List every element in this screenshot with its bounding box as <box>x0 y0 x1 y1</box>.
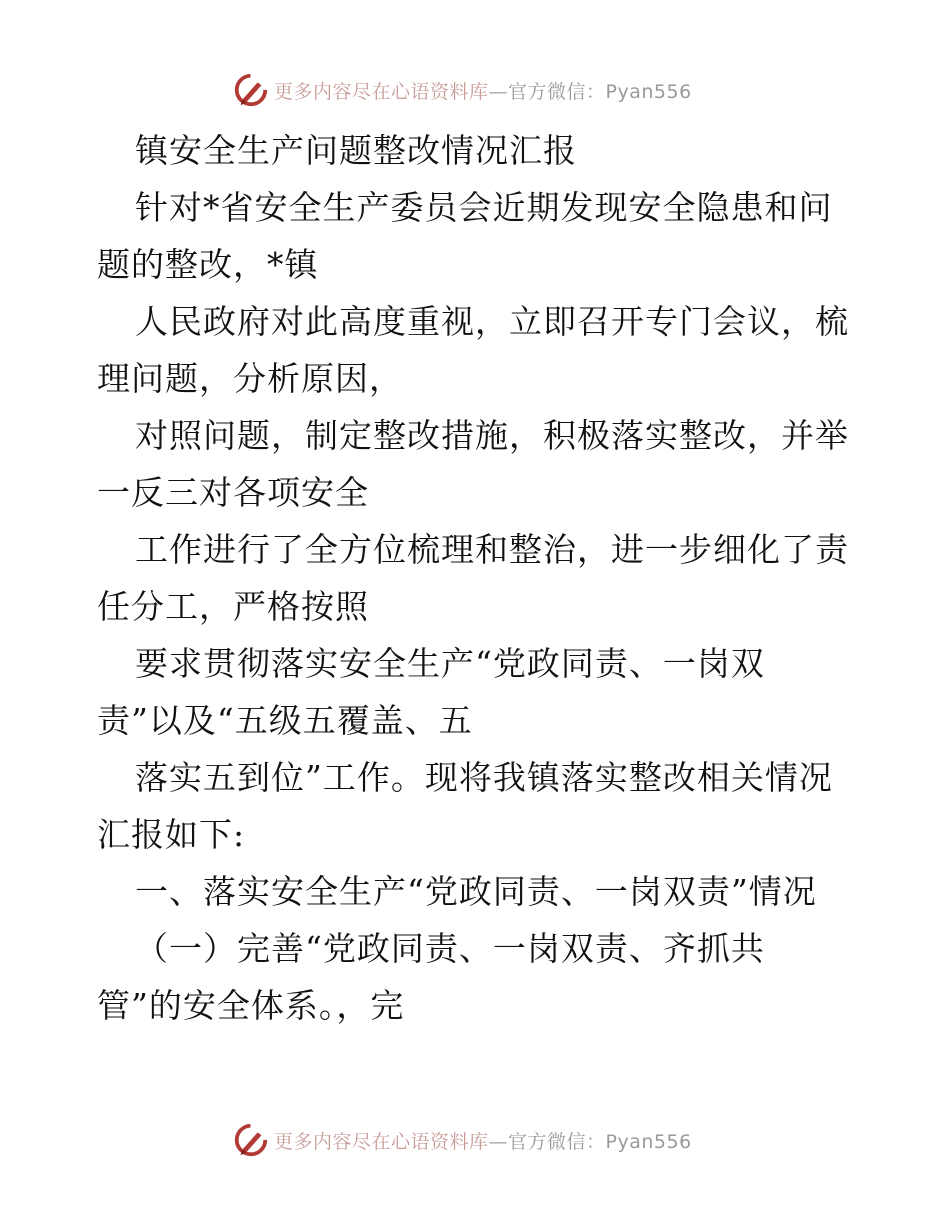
watermark-dash: — <box>488 80 509 103</box>
document-body <box>97 122 857 1034</box>
paragraph-line: 要求贯彻落实安全生产“党政同责、一岗双 <box>135 644 765 683</box>
watermark-site-text: 更多内容尽在心语资料库 <box>274 1130 489 1153</box>
watermark-text <box>274 77 692 104</box>
paragraph-line: 理问题，分析原因， <box>97 359 403 398</box>
header-watermark <box>232 70 692 110</box>
paragraph-line: 责”以及“五级五覆盖、五 <box>97 701 473 740</box>
watermark-contact-text: 官方微信：Pyan556 <box>508 80 692 103</box>
paragraph-line: 管”的安全体系。，完 <box>97 986 405 1025</box>
watermark-text <box>274 1127 692 1154</box>
paragraph-line: 工作进行了全方位梳理和整治，进一步细化了责 <box>135 530 849 569</box>
footer-watermark <box>232 1120 692 1160</box>
subsection-heading: （一）完善“党政同责、一岗双责、齐抓共 <box>135 929 765 968</box>
paragraph-line: 汇报如下: <box>97 815 246 854</box>
watermark-dash: — <box>488 1130 509 1153</box>
watermark-contact-text: 官方微信：Pyan556 <box>508 1130 692 1153</box>
paragraph-line: 对照问题，制定整改措施，积极落实整改，并举 <box>135 416 849 455</box>
section-heading: 一、落实安全生产“党政同责、一岗双责”情况 <box>135 872 817 911</box>
pen-logo-icon <box>232 1121 270 1159</box>
pen-logo-icon <box>232 71 270 109</box>
paragraph-line: 题的整改，*镇 <box>97 245 319 284</box>
paragraph-line: 人民政府对此高度重视，立即召开专门会议，梳 <box>135 302 849 341</box>
paragraph-line: 任分工，严格按照 <box>97 587 369 626</box>
paragraph-line: 一反三对各项安全 <box>97 473 369 512</box>
paragraph-line: 落实五到位”工作。现将我镇落实整改相关情况 <box>135 758 833 797</box>
document-title: 镇安全生产问题整改情况汇报 <box>135 131 577 170</box>
paragraph-line: 针对*省安全生产委员会近期发现安全隐患和问 <box>135 188 833 227</box>
watermark-site-text: 更多内容尽在心语资料库 <box>274 80 489 103</box>
